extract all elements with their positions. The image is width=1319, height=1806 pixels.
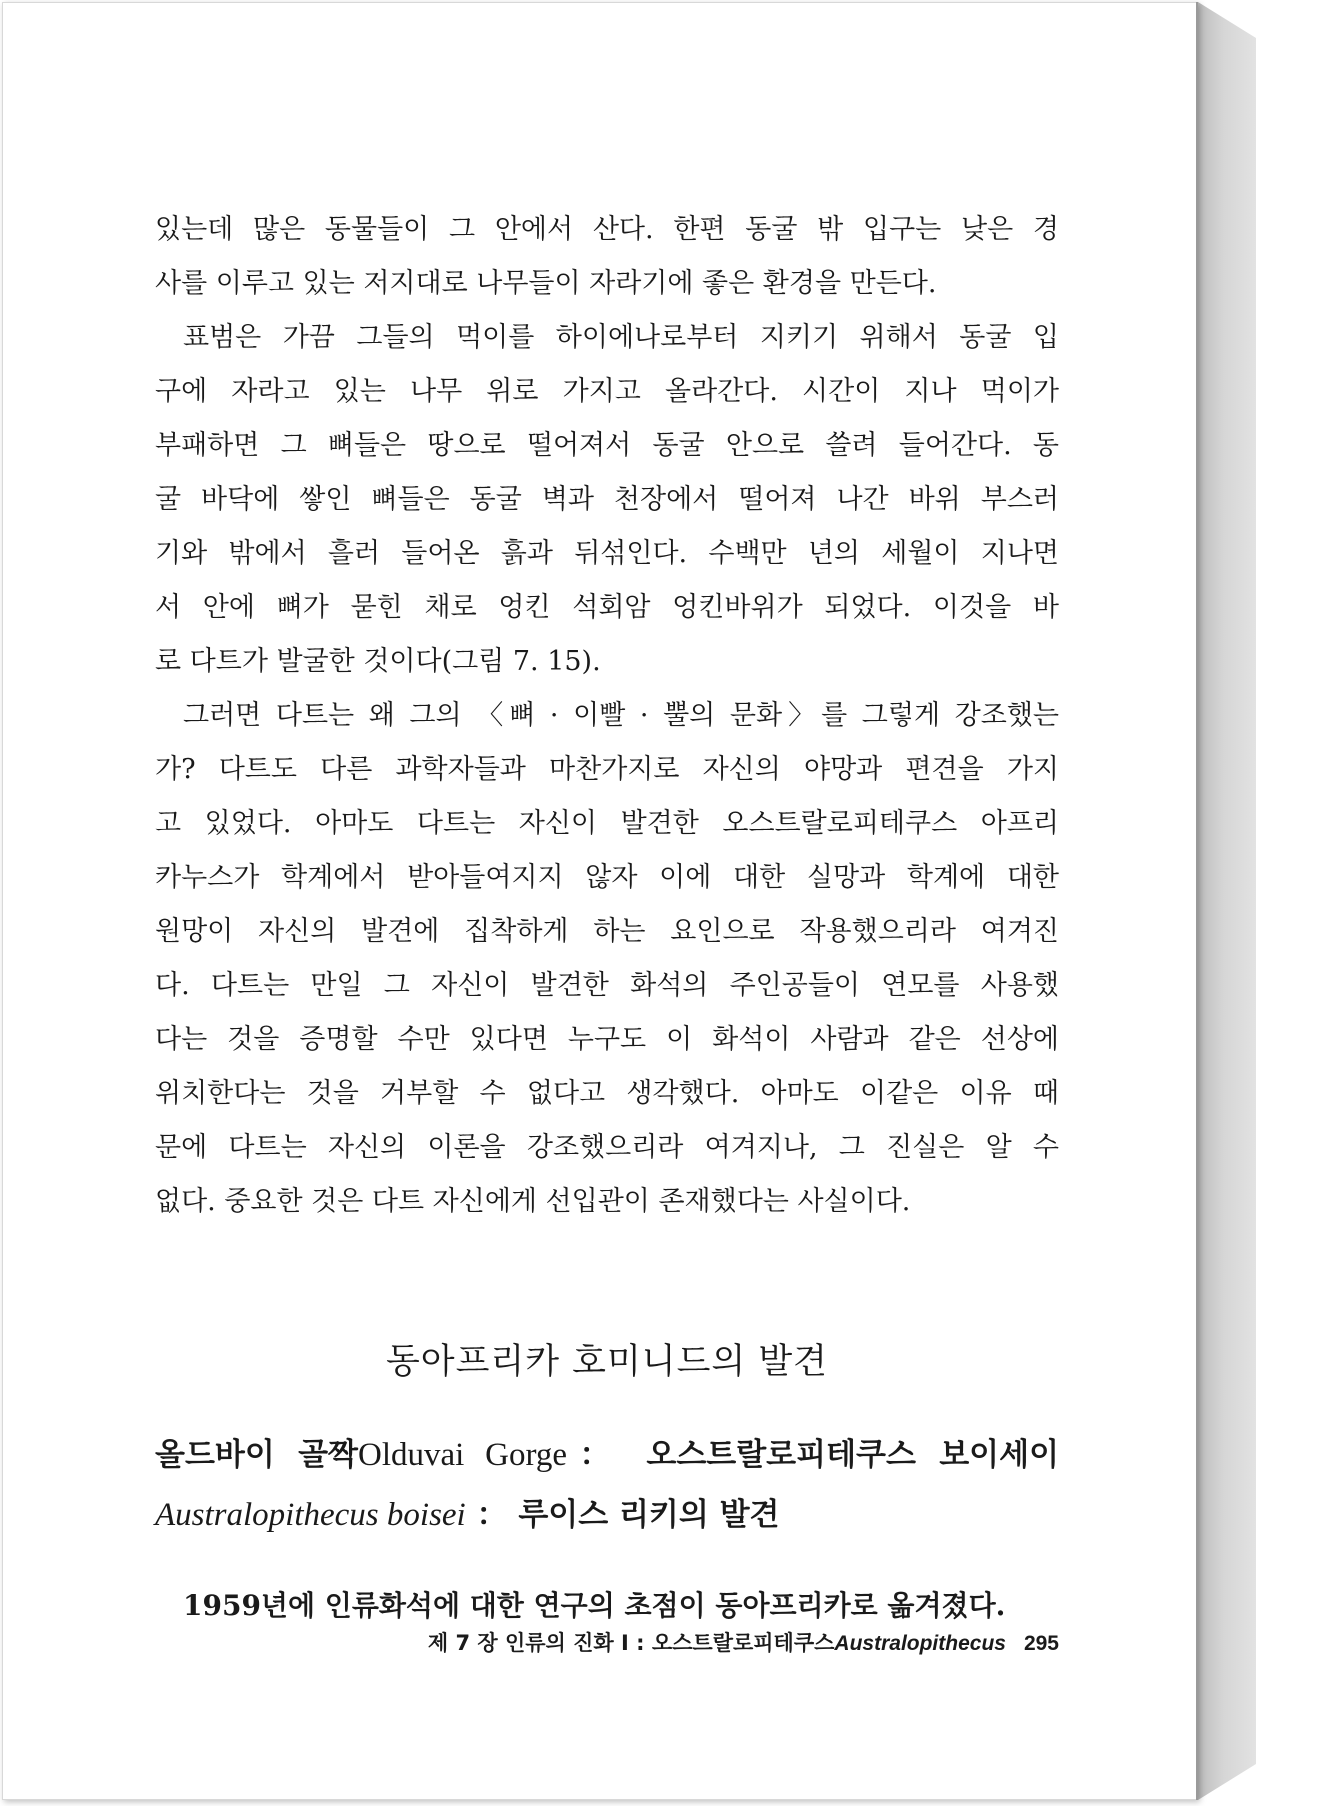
subhead-korean: ： 오스트랄로피테쿠스 보이세이 [567, 1437, 1060, 1473]
section-spacer [155, 1229, 1059, 1327]
body-line: 그러면 다트는 왜 그의 〈뼈 · 이빨 · 뿔의 문화〉를 그렇게 강조했는 [183, 700, 1059, 731]
body-line: 카누스가 학계에서 받아들여지지 않자 이에 대한 실망과 학계에 대한 [155, 862, 1059, 893]
section-title: 동아프리카 호미니드의 발견 [386, 1342, 828, 1382]
footer-latin: Australopithecus [834, 1632, 1006, 1655]
body-line: 기와 밖에서 흘러 들어온 흙과 뒤섞인다. 수백만 년의 세월이 지나면 [155, 538, 1059, 569]
subhead-korean: 올드바이 골짝 [155, 1437, 359, 1473]
book-page [2, 2, 1198, 1800]
subhead-line-2 [155, 1485, 1059, 1545]
body-line: 가? 다트도 다른 과학자들과 마찬가지로 자신의 야망과 편견을 가지 [155, 754, 1059, 785]
body-line: 위치한다는 것을 거부할 수 없다고 생각했다. 아마도 이같은 이유 때 [155, 1078, 1059, 1109]
subhead-latin-italic: Australopithecus boisei [155, 1497, 466, 1533]
body-line: 로 다트가 발굴한 것이다(그림 7. 15). [155, 646, 601, 677]
title-spacer [155, 1397, 1059, 1425]
subhead-latin: Olduvai Gorge [358, 1437, 567, 1473]
book-page-edge [1198, 2, 1256, 1800]
body-line: 원망이 자신의 발견에 집착하게 하는 요인으로 작용했으리라 여겨진 [155, 916, 1059, 947]
body-line: 서 안에 뼈가 묻힌 채로 엉킨 석회암 엉킨바위가 되었다. 이것을 바 [155, 592, 1059, 623]
body-line: 부패하면 그 뼈들은 땅으로 떨어져서 동굴 안으로 쓸려 들어간다. 동 [155, 430, 1059, 461]
page-body [155, 203, 1059, 1633]
body-line: 구에 자라고 있는 나무 위로 가지고 올라간다. 시간이 지나 먹이가 [155, 376, 1059, 407]
subhead-spacer [155, 1545, 1059, 1579]
body-line: 없다. 중요한 것은 다트 자신에게 선입관이 존재했다는 사실이다. [155, 1186, 911, 1217]
body-line: 있는데 많은 동물들이 그 안에서 산다. 한편 동굴 밖 입구는 낮은 경 [155, 214, 1059, 245]
running-footer [333, 1623, 1059, 1663]
body-line: 표범은 가끔 그들의 먹이를 하이에나로부터 지키기 위해서 동굴 입 [183, 322, 1059, 353]
subhead-line-1 [155, 1425, 1059, 1485]
page-binding-line [1196, 2, 1198, 1800]
body-line: 굴 바닥에 쌓인 뼈들은 동굴 벽과 천장에서 떨어져 나간 바위 부스러 [155, 484, 1059, 515]
subhead-korean: ： 루이스 리키의 발견 [465, 1497, 780, 1533]
body-line: 다. 다트는 만일 그 자신이 발견한 화석의 주인공들이 연모를 사용했 [155, 970, 1059, 1001]
opening-line: 1959년에 인류화석에 대한 연구의 초점이 동아프리카로 옮겨졌다. [183, 1589, 1006, 1622]
body-line: 고 있었다. 아마도 다트는 자신이 발견한 오스트랄로피테쿠스 아프리 [155, 808, 1059, 839]
body-line: 문에 다트는 자신의 이론을 강조했으리라 여겨지나, 그 진실은 알 수 [155, 1132, 1059, 1163]
body-line: 사를 이루고 있는 저지대로 나무들이 자라기에 좋은 환경을 만든다. [155, 268, 937, 299]
footer-chapter: 제 7 장 인류의 진화 Ⅰ : 오스트랄로피테쿠스 [427, 1631, 835, 1655]
page-number: 295 [1023, 1632, 1059, 1655]
body-line: 다는 것을 증명할 수만 있다면 누구도 이 화석이 사람과 같은 선상에 [155, 1024, 1059, 1055]
